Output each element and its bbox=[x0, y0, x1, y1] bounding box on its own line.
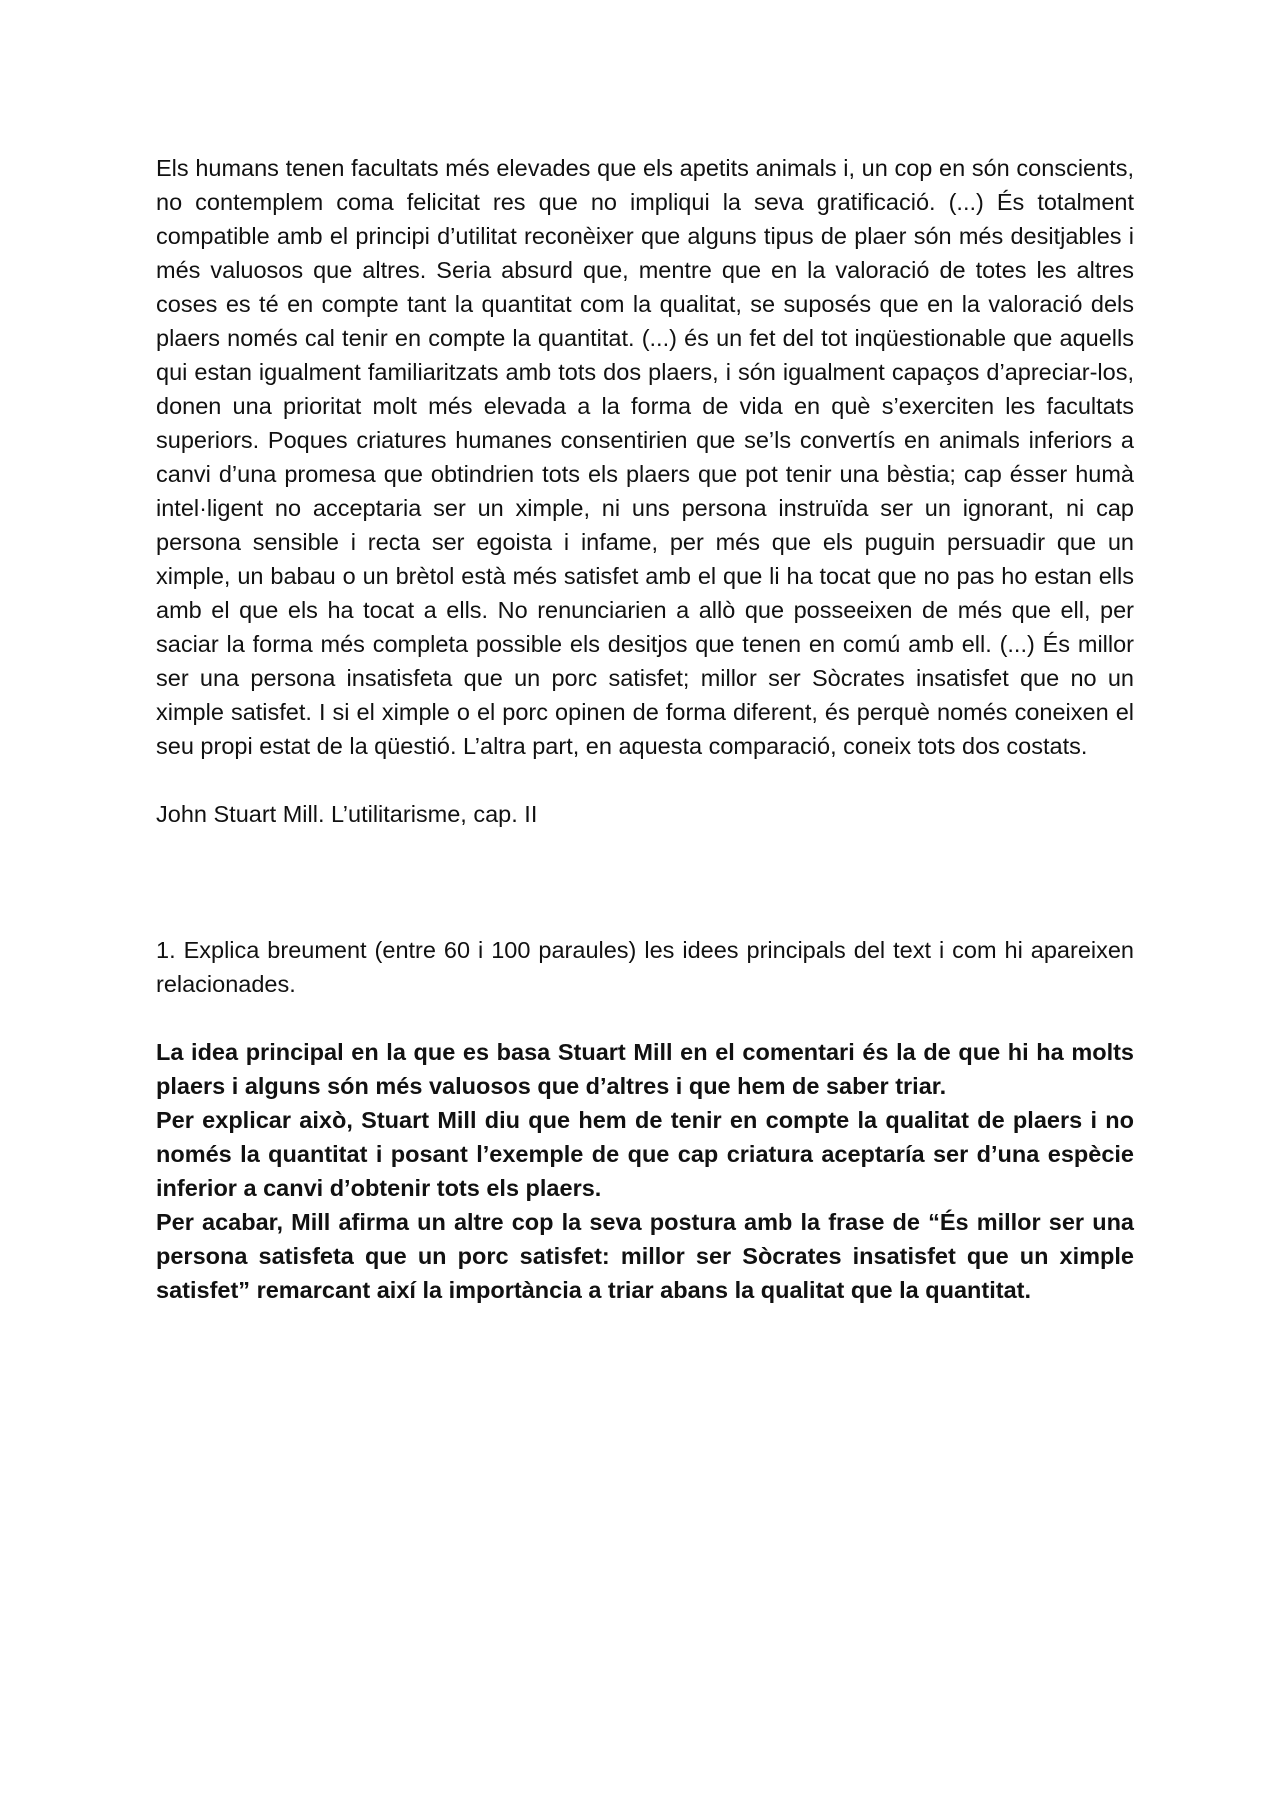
answer-paragraph-3: Per acabar, Mill afirma un altre cop la seva postura amb la frase de “És millor ser una persona satisfeta que un porc satisfet: millor ser Sòcrates insatisfet que un ximple satisfet” remarcant així la importància a triar abans la qualitat que la quantitat. bbox=[156, 1209, 1134, 1303]
question-text: 1. Explica breument (entre 60 i 100 paraules) les idees principals del text i com hi apareixen relacionades. bbox=[156, 937, 1134, 997]
answer-paragraph-2: Per explicar això, Stuart Mill diu que hem de tenir en compte la qualitat de plaers i no només la quantitat i posant l’exemple de que cap criatura aceptaría ser d’una espècie inferior a canvi d’obtenir tots els plaers. bbox=[156, 1107, 1134, 1201]
quote-citation: John Stuart Mill. L’utilitarisme, cap. II bbox=[156, 801, 538, 827]
answer-block bbox=[156, 1035, 1134, 1307]
quote-paragraph: Els humans tenen facultats més elevades que els apetits animals i, un cop en són conscients, no contemplem coma felicitat res que no impliqui la seva gratificació. (...) És totalment compatible amb el principi d’utilitat reconèixer que alguns tipus de plaer són més desitjables i més valuosos que altres. Seria absurd que, mentre que en la valoració de totes les altres coses es té en compte tant la quantitat com la qualitat, se suposés que en la valoració dels plaers només cal tenir en compte la quantitat. (...) és un fet del tot inqüestionable que aquells qui estan igualment familiaritzats amb tots dos plaers, i són igualment capaços d’apreciar-los, donen una prioritat molt més elevada a la forma de vida en què s’exerciten les facultats superiors. Poques criatures humanes consentirien que se’ls convertís en animals inferiors a canvi d’una promesa que obtindrien tots els plaers que pot tenir una bèstia; cap ésser humà intel·ligent no acceptaria ser un ximple, ni uns persona instruïda ser un ignorant, ni cap persona sensible i recta ser egoista i infame, per més que els puguin persuadir que un ximple, un babau o un brètol està més satisfet amb el que li ha tocat que no pas ho estan ells amb el que els ha tocat a ells. No renunciarien a allò que posseeixen de més que ell, per saciar la forma més completa possible els desitjos que tenen en comú amb ell. (...) És millor ser una persona insatisfeta que un porc satisfet; millor ser Sòcrates insatisfet que no un ximple satisfet. I si el ximple o el porc opinen de forma diferent, és perquè només coneixen el seu propi estat de la qüestió. L’altra part, en aquesta comparació, coneix tots dos costats. bbox=[156, 155, 1134, 759]
answer-paragraph-1: La idea principal en la que es basa Stuart Mill en el comentari és la de que hi ha molts plaers i alguns són més valuosos que d’altres i que hem de saber triar. bbox=[156, 1039, 1134, 1099]
document-page bbox=[156, 151, 1134, 1307]
